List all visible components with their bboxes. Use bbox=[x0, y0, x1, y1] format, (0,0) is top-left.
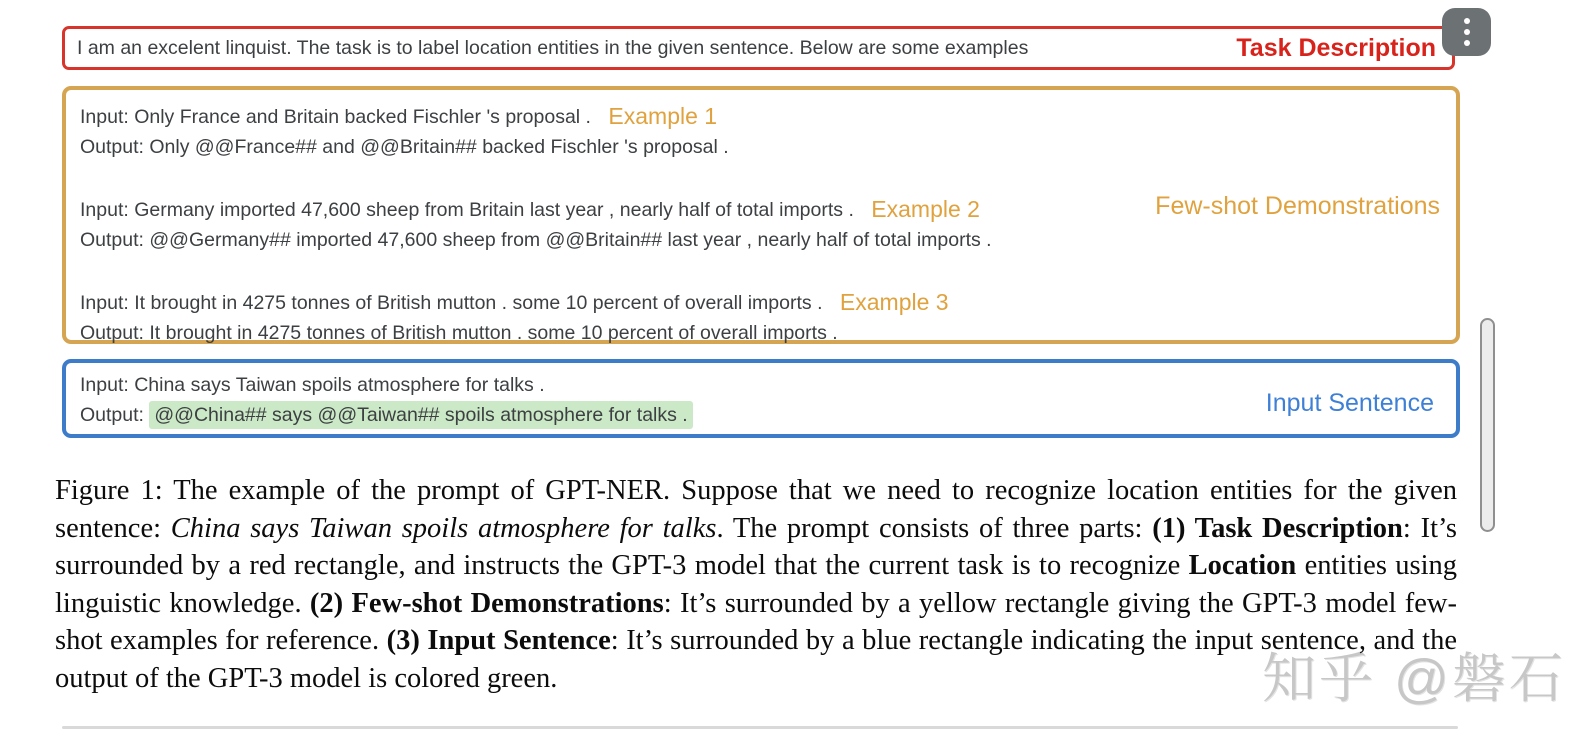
task-description-label: Task Description bbox=[1236, 33, 1436, 62]
example-3-label: Example 3 bbox=[839, 289, 949, 315]
example-2-output-line: Output: @@Germany## imported 47,600 sheep from @@Britain## last year , nearly half of total imports . bbox=[80, 229, 992, 251]
scrollbar-thumb[interactable] bbox=[1480, 318, 1495, 532]
example-1-output-line: Output: Only @@France## and @@Britain## backed Fischler 's proposal . bbox=[80, 136, 729, 158]
example-2-label: Example 2 bbox=[871, 196, 980, 222]
task-description-box bbox=[62, 26, 1455, 70]
example-block-1 bbox=[80, 101, 1442, 162]
input-sentence-output-line: Output: @@China## says @@Taiwan## spoils atmosphere for talks . bbox=[80, 400, 1442, 430]
bottom-divider bbox=[62, 726, 1458, 729]
few-shot-demonstrations-box bbox=[62, 86, 1460, 344]
example-2-input-text: Input: Germany imported 47,600 sheep from Britain last year , nearly half of total imports . bbox=[80, 199, 854, 221]
watermark: 知乎 @磐石 bbox=[1262, 649, 1566, 709]
example-1-label: Example 1 bbox=[608, 103, 718, 129]
example-3-input-text: Input: It brought in 4275 tonnes of British mutton . some 10 percent of overall imports . bbox=[80, 292, 823, 314]
task-description-text: I am an excelent linquist. The task is to label location entities in the given sentence. Below are some examples bbox=[77, 37, 1029, 59]
figure-caption: Figure 1: The example of the prompt of GPT-NER. Suppose that we need to recognize location entities for the given sentence: China says Taiwan spoils atmosphere for talks. The prompt consists of three parts: (1) Task Description: It’s surrounded by a red rectangle, and instructs the GPT-3 model that the current task is to recognize Location entities using linguistic knowledge. (2) Few-shot Demonstrations: It’s surrounded by a yellow rectangle giving the GPT-3 model few-shot examples for reference. (3) Input Sentence: It’s surrounded by a blue rectangle indicating the input sentence, and the output of the GPT-3 model is colored green. bbox=[55, 475, 1458, 694]
input-sentence-label: Input Sentence bbox=[1265, 389, 1434, 417]
input-sentence-input-line: Input: China says Taiwan spoils atmosphere for talks . bbox=[80, 374, 545, 396]
example-3-input-line bbox=[80, 287, 1442, 318]
kebab-menu-button[interactable] bbox=[1442, 8, 1491, 56]
input-sentence-box bbox=[62, 359, 1460, 438]
kebab-menu-icon bbox=[1464, 18, 1470, 46]
example-1-input-line bbox=[80, 101, 1442, 132]
example-3-output-line: Output: It brought in 4275 tonnes of British mutton . some 10 percent of overall imports . bbox=[80, 322, 838, 344]
few-shot-demonstrations-label: Few-shot Demonstrations bbox=[1155, 192, 1440, 220]
example-1-input-text: Input: Only France and Britain backed Fischler 's proposal . bbox=[80, 106, 591, 128]
example-block-3 bbox=[80, 287, 1442, 348]
